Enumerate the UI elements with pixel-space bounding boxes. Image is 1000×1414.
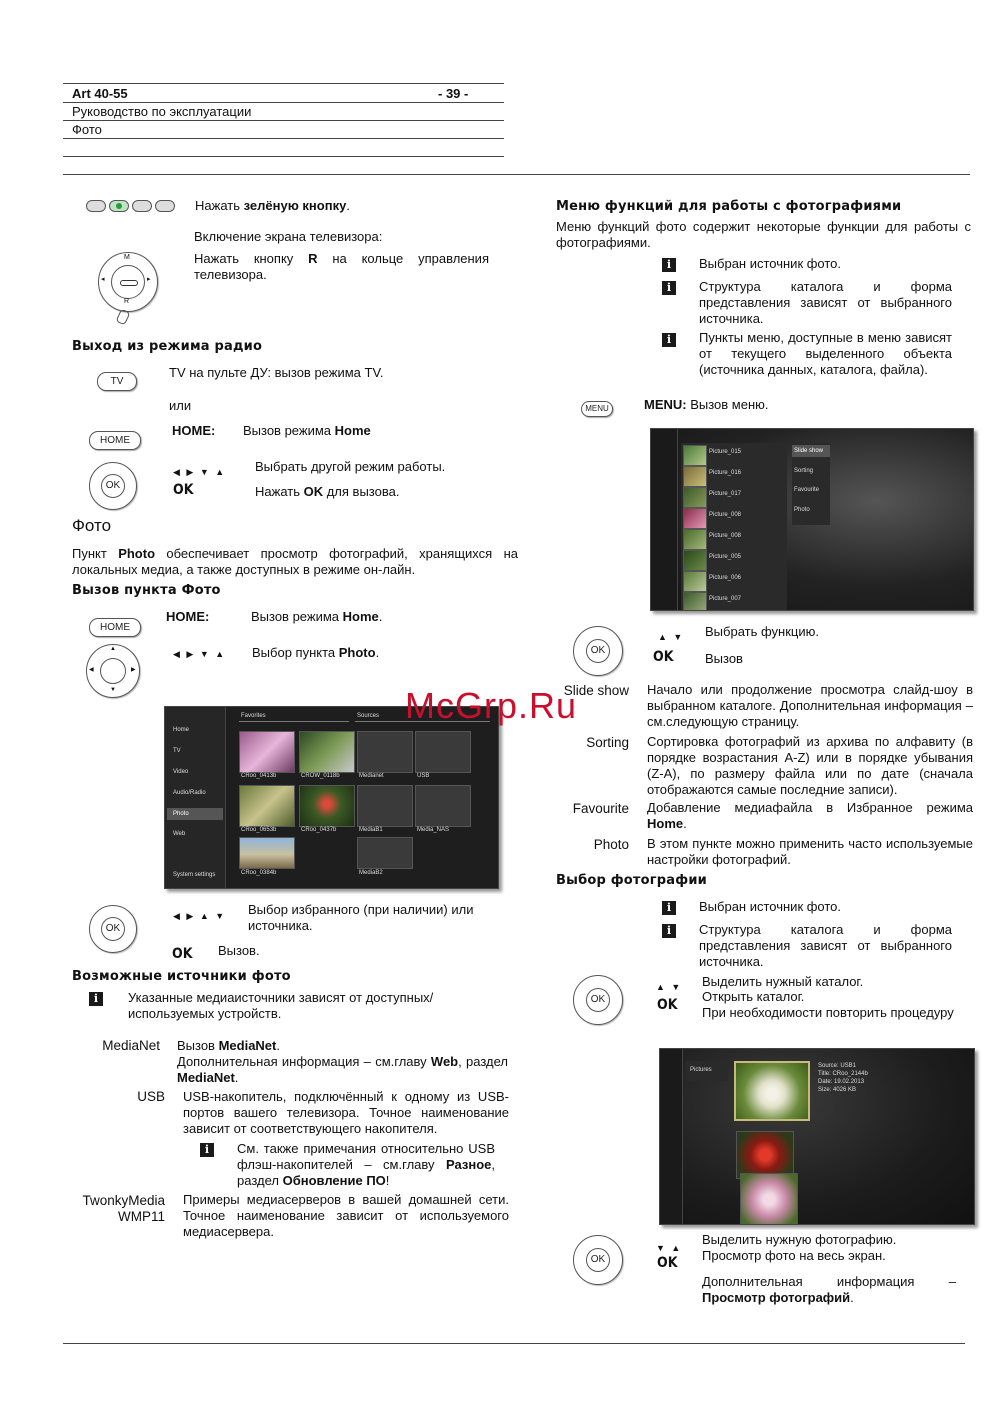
- arrow-keys-icon-3: ◀ ▶ ▲ ▼: [173, 911, 227, 921]
- ok-key-label-2: OK: [172, 946, 193, 962]
- twonky-text: Примеры медиасерверов в вашей домашней сети. Точное наименование зависит от используемого медиасервера.: [183, 1192, 509, 1239]
- sources-title: Возможные источники фото: [72, 969, 291, 984]
- step-repeat: При необходимости повторить процедуру: [702, 1005, 954, 1020]
- ok-key-label: OK: [173, 482, 194, 498]
- info-icon-2: i: [662, 281, 676, 295]
- green-button-text: Нажать зелёную кнопку.: [195, 198, 350, 213]
- select-photo-text: Выбор пункта Photo.: [252, 645, 380, 660]
- step-fullscreen: Просмотр фото на весь экран.: [702, 1248, 886, 1263]
- color-buttons-icon: [86, 200, 178, 212]
- photo-intro: Пункт Photo обеспечивает просмотр фотографий, хранящихся на локальных медиа, а также доступных в режиме он-лайн.: [72, 546, 518, 577]
- menu-text: MENU: Вызов меню.: [644, 397, 769, 412]
- usb-text: USB-накопитель, подключённый к одному из USB-портов вашего телевизора. Точное наименование зависит от соответствующего накопителя.: [183, 1089, 509, 1136]
- info-icon-1: i: [662, 258, 676, 272]
- arrow-keys-icon: ◀ ▶ ▼ ▲: [173, 467, 227, 477]
- select-note-2: Структура каталога и форма представления зависят от выбранного источника.: [699, 922, 952, 969]
- home-text-2: Вызов режима Home.: [251, 609, 383, 624]
- usb-note: См. также примечания относительно USB флэш-накопителей – см.главу Разное, раздел Обновление ПО!: [237, 1141, 495, 1188]
- ok-wheel-icon: OK: [89, 462, 137, 510]
- home-text: Вызов режима Home: [243, 423, 371, 438]
- info-icon-usb: i: [200, 1143, 214, 1157]
- functions-note-3: Пункты меню, доступные в меню зависят от текущего выделенного объекта (источника данных, каталога, файла).: [699, 330, 952, 377]
- nav-wheel-icon: ▲ ▼ ◀ ▶: [86, 644, 140, 698]
- ok-call-text-2: Вызов: [705, 651, 743, 666]
- up-down-arrows-icon: ▲ ▼: [658, 632, 685, 642]
- info-icon-5: i: [662, 924, 676, 938]
- home-screen-screenshot: Home TV Video Audio/Radio Photo Web System settings Favorites Sources CRoo_0413b CROW_0118b CRoo_0653b CRoo_0437b CRoo_0384b Medianet USB MediaB1 Media_NAS MediaB2: [164, 706, 499, 889]
- more-info-text: Дополнительная информация – Просмотр фотографий.: [702, 1274, 956, 1305]
- select-mode-text: Выбрать другой режим работы.: [255, 459, 446, 474]
- menu-button-icon: MENU: [581, 401, 613, 417]
- info-icon-3: i: [662, 333, 676, 347]
- info-icon-4: i: [662, 901, 676, 915]
- step-select-folder: Выделить нужный каталог.: [702, 974, 864, 989]
- ok-key-label-4: OK: [657, 997, 678, 1013]
- medianet-label: MediaNet: [102, 1038, 160, 1053]
- sorting-label: Sorting: [586, 735, 629, 750]
- usb-label: USB: [137, 1089, 165, 1104]
- finger-icon: [116, 309, 131, 326]
- ok-wheel-icon-4: OK: [573, 975, 623, 1025]
- tv-on-text: Нажать кнопку R на кольце управления телевизора.: [194, 251, 489, 282]
- section-title: Фото: [72, 122, 102, 137]
- step-select-photo: Выделить нужную фотографию.: [702, 1232, 897, 1247]
- tv-on-label: Включение экрана телевизора:: [194, 229, 383, 244]
- tv-button-icon: TV: [97, 372, 137, 391]
- slide-show-text: Начало или продолжение просмотра слайд-шоу в выбранном каталоге. Дополнительная информация – см.следующую страницу.: [647, 682, 973, 729]
- home-label-2: HOME:: [166, 609, 210, 624]
- home-button-icon: HOME: [89, 431, 141, 450]
- functions-note-1: Выбран источник фото.: [699, 256, 842, 271]
- ok-key-label-5: OK: [657, 1255, 678, 1271]
- sources-note: Указанные медиаисточники зависят от доступных/используемых устройств.: [128, 990, 434, 1021]
- select-fav-text: Выбор избранного (при наличии) или источника.: [248, 902, 474, 933]
- medianet-text: Вызов MediaNet. Дополнительная информация – см.главу Web, раздел MediaNet.: [177, 1038, 508, 1085]
- photo-browse-screenshot: Pictures Source: USB1 Title: CRoo_2144b Date: 19.02.2013 Size: 4026 KB: [659, 1048, 975, 1225]
- watermark-text: McGrp.Ru: [405, 685, 578, 726]
- manual-title: Руководство по эксплуатации: [72, 104, 252, 119]
- exit-radio-title: Выход из режима радио: [72, 339, 263, 354]
- up-down-arrows-icon-3: ▼ ▲: [656, 1243, 683, 1253]
- favourite-label: Favourite: [572, 801, 629, 816]
- ok-key-label-3: OK: [653, 649, 674, 665]
- step-open-folder: Открыть каталог.: [702, 989, 805, 1004]
- tv-button-text: TV на пульте ДУ: вызов режима TV.: [169, 365, 384, 380]
- slide-show-label: Slide show: [563, 683, 629, 698]
- home-label: HOME:: [172, 423, 216, 438]
- ok-wheel-icon-5: OK: [573, 1235, 623, 1285]
- functions-note-2: Структура каталога и форма представления зависят от выбранного источника.: [699, 279, 952, 326]
- call-photo-title: Вызов пункта Фото: [72, 583, 221, 598]
- sorting-text: Сортировка фотографий из архива по алфавиту (в порядке возрастания A-Z) или в порядке убывания (Z-A), по размеру файла или по дате (сначала отображаются самые последние записи).: [647, 734, 973, 797]
- ok-wheel-icon-2: OK: [89, 905, 137, 953]
- home-button-icon-2: HOME: [89, 618, 141, 637]
- select-note-1: Выбран источник фото.: [699, 899, 842, 914]
- model-name: Art 40-55: [72, 86, 128, 101]
- functions-title: Меню функций для работы с фотографиями: [556, 199, 902, 214]
- photo-text: В этом пункте можно применить часто используемые настройки фотографий.: [647, 836, 973, 867]
- favourite-text: Добавление медиафайла в Избранное режима Home.: [647, 800, 973, 831]
- functions-intro: Меню функций фото содержит некоторые функции для работы с фотографиями.: [556, 219, 971, 250]
- call-text: Вызов.: [218, 943, 260, 958]
- arrow-keys-icon-2: ◀ ▶ ▼ ▲: [173, 649, 227, 659]
- ok-call-text: Нажать OK для вызова.: [255, 484, 400, 499]
- photo-heading: Фото: [72, 516, 112, 535]
- photo-label: Photo: [593, 837, 629, 852]
- function-menu-screenshot: Picture_015 Picture_016 Picture_017 Picture_008 Picture_008 Picture_005 Picture_006 Picture_007 Slide show Sorting Favourite Photo: [650, 428, 974, 611]
- up-down-arrows-icon-2: ▲ ▼: [656, 982, 683, 992]
- page-number: - 39 -: [438, 86, 469, 101]
- select-photos-title: Выбор фотографии: [556, 873, 707, 888]
- tv-control-ring-icon: M R ◂ ▸: [98, 252, 158, 312]
- or-text: или: [169, 398, 192, 413]
- info-icon: i: [89, 992, 103, 1006]
- select-function-text: Выбрать функцию.: [705, 624, 819, 639]
- ok-wheel-icon-3: OK: [573, 626, 623, 676]
- twonky-label: TwonkyMedia WMP11: [82, 1193, 165, 1225]
